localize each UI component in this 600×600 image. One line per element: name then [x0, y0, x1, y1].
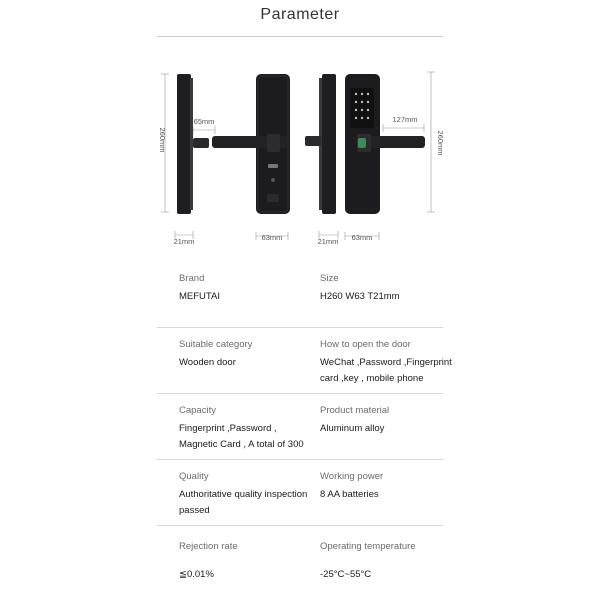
lock-dimension-diagram: [157, 60, 443, 250]
spec-value: MEFUTAI: [179, 291, 220, 302]
spec-value: Authoritative quality inspection passed: [179, 489, 308, 516]
lock-keypad-view: [345, 74, 425, 214]
spec-value: H260 W63 T21mm: [320, 291, 400, 302]
spec-row: [157, 328, 452, 394]
spec-label: Brand: [179, 273, 205, 284]
lock-side-view-right: [305, 74, 336, 214]
height-left-label: 260mm: [158, 127, 167, 153]
spec-label: Product material: [320, 405, 390, 416]
width-left-label: 63mm: [261, 233, 283, 242]
spec-label: Size: [320, 273, 339, 284]
spec-value: 8 AA batteries: [320, 489, 379, 500]
depth-right-label: 21mm: [317, 237, 339, 246]
width-right-label: 63mm: [351, 233, 373, 242]
spec-label: Quality: [179, 471, 209, 482]
spec-label: Working power: [320, 471, 384, 482]
spec-row: [157, 262, 443, 328]
spec-value: ≦0.01%: [179, 569, 214, 580]
spec-row: [157, 526, 443, 592]
page-title: Parameter: [260, 6, 340, 23]
handle-right-label: 127mm: [392, 115, 418, 124]
height-right-label: 260mm: [436, 130, 445, 156]
title-divider: [157, 36, 443, 37]
spec-value: -25°C~55°C: [320, 569, 372, 580]
spec-value: Fingerprint ,Password , Magnetic Card , A total of 300: [179, 423, 304, 450]
spec-value: Aluminum alloy: [320, 423, 385, 434]
spec-label: How to open the door: [320, 339, 411, 350]
spec-label: Suitable category: [179, 339, 253, 350]
spec-label: Rejection rate: [179, 541, 238, 552]
spec-label: Operating temperature: [320, 541, 416, 552]
handle-left-label: 65mm: [193, 117, 215, 126]
spec-value: Wooden door: [179, 357, 236, 368]
spec-value: WeChat ,Password ,Fingerprint card ,key , mobile phone: [320, 357, 452, 384]
spec-row: [157, 394, 443, 460]
lock-side-view-left: [177, 74, 209, 214]
depth-left-label: 21mm: [173, 237, 195, 246]
specs-table: [157, 262, 452, 592]
lock-front-view: [212, 74, 290, 214]
spec-row: [157, 460, 443, 526]
spec-label: Capacity: [179, 405, 216, 416]
